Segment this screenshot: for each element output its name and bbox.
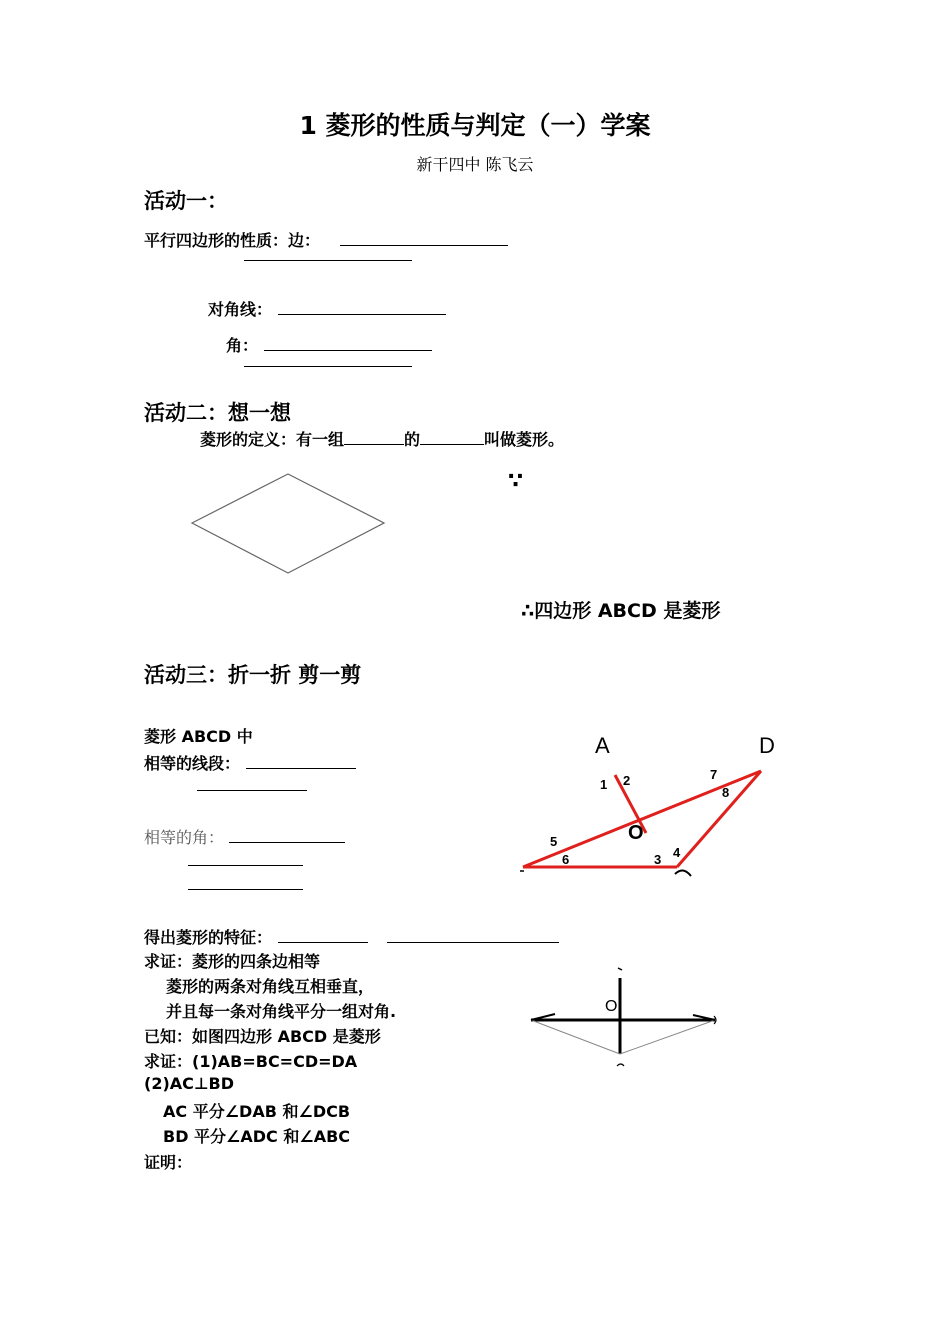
label-O: O: [628, 822, 644, 844]
activity2-heading: 活动二：想一想: [144, 401, 291, 425]
definition-text-2: 的: [404, 430, 421, 449]
blank-angles-1[interactable]: [229, 825, 345, 843]
rhombus-diagonals-figure: [525, 962, 725, 1072]
proof-label: 证明：: [144, 1153, 193, 1172]
author-line: 新干四中 陈飞云: [416, 155, 534, 174]
bottom-vertex-mark: [617, 1064, 624, 1066]
parallelogram-props: [144, 228, 508, 251]
rhombus-shape: [192, 474, 384, 573]
angle-label-5: 5: [550, 834, 558, 849]
activity1-heading: 活动一：: [144, 189, 228, 213]
given-statement: 已知：如图四边形 ABCD 是菱形: [144, 1027, 381, 1046]
props-label: 平行四边形的性质：边：: [144, 231, 321, 250]
prove-item-4: BD 平分∠ADC 和∠ABC: [163, 1127, 351, 1146]
equal-segments-row: [144, 751, 356, 774]
angle-label-1: 1: [600, 777, 608, 792]
label-A: A: [595, 733, 610, 758]
feature-label: 得出菱形的特征：: [144, 928, 273, 947]
angle-label-3: 3: [654, 852, 662, 867]
prove-statement-1: 求证：菱形的四条边相等: [144, 952, 321, 971]
blank-angle-2[interactable]: [244, 366, 412, 367]
blank-feature-1[interactable]: [278, 925, 368, 943]
arc-mark-bottom: [675, 870, 691, 876]
angle-label-8: 8: [722, 785, 730, 800]
prove-statement-3: 并且每一条对角线平分一组对角.: [166, 1002, 397, 1021]
equal-angles-row: [144, 825, 345, 848]
blank-side-2[interactable]: [244, 260, 412, 261]
equal-angles-label: 相等的角：: [144, 828, 225, 847]
blank-diagonal[interactable]: [278, 297, 446, 315]
angle-label-4: 4: [673, 845, 681, 860]
prove-item-3: AC 平分∠DAB 和∠DCB: [163, 1102, 351, 1121]
blank-segments-1[interactable]: [246, 751, 356, 769]
because-symbol: ∵: [508, 469, 524, 494]
angle-label: 角：: [226, 336, 259, 355]
angle-label-6: 6: [562, 852, 570, 867]
blank-angle-1[interactable]: [264, 333, 432, 351]
blank-definition-1[interactable]: [344, 427, 404, 445]
blank-side-1[interactable]: [340, 228, 508, 246]
activity3-heading: 活动三：折一折 剪一剪: [144, 663, 362, 687]
therefore-statement: ∴四边形 ABCD 是菱形: [521, 600, 721, 622]
prove-statement-2: 菱形的两条对角线互相垂直，: [166, 977, 375, 996]
definition-row: [200, 427, 564, 450]
blank-definition-2[interactable]: [420, 427, 484, 445]
prove-item-2: (2)AC⊥BD: [144, 1074, 234, 1093]
side-left-bottom: [531, 1020, 620, 1054]
diagonal-row: [208, 297, 446, 320]
blank-angles-2[interactable]: [188, 865, 303, 866]
folding-figure: [515, 725, 805, 885]
blank-segments-2[interactable]: [197, 790, 307, 791]
definition-text-1: 菱形的定义：有一组: [200, 430, 345, 449]
label-D: D: [759, 733, 775, 758]
label-O-2: O: [605, 998, 618, 1015]
angle-label-7: 7: [710, 767, 718, 782]
blank-angles-3[interactable]: [188, 889, 303, 890]
diagonal-label: 对角线：: [208, 300, 273, 319]
side-right-bottom: [620, 1020, 715, 1054]
angle-label-2: 2: [623, 773, 631, 788]
rhombus-figure: [188, 470, 388, 580]
blank-feature-2[interactable]: [387, 925, 559, 943]
angle-row: [226, 333, 432, 356]
top-vertex-mark: [618, 968, 622, 970]
equal-segments-label: 相等的线段：: [144, 754, 241, 773]
page-title: 1 菱形的性质与判定（一）学案: [299, 111, 651, 140]
prove-item-1: 求证：(1)AB=BC=CD=DA: [144, 1052, 358, 1071]
rhombus-abcd-label: 菱形 ABCD 中: [144, 727, 253, 746]
feature-row: [144, 925, 559, 948]
definition-text-3: 叫做菱形。: [484, 430, 565, 449]
